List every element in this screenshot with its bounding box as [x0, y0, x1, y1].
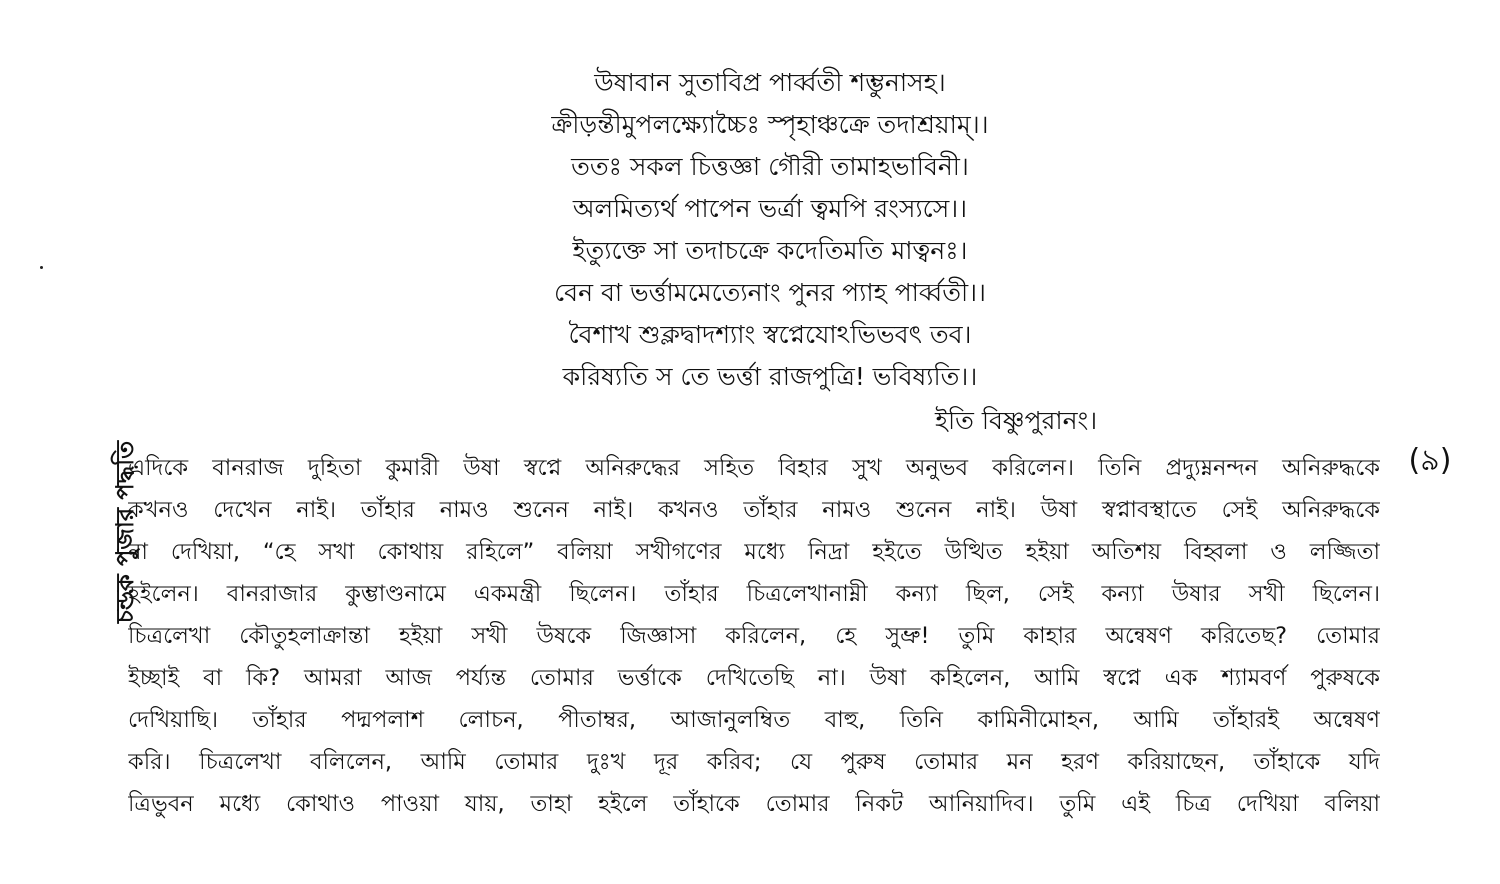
verse-line: উষাবান সুতাবিপ্র পার্ব্বতী শম্ভুনাসহ। — [594, 68, 946, 97]
prose-line: না দেখিয়া, “হে সখা কোথায় রহিলে” বলিয়া সখীগণের মধ্যে নিদ্রা হইতে উত্থিত হইয়া অতিশয় বিহ্বলা ও লজ্জিতা — [128, 539, 1380, 565]
prose-line: এদিকে বানরাজ দুহিতা কুমারী উষা স্বপ্নে অনিরুদ্ধের সহিত বিহার সুখ অনুভব করিলেন। তিনি প্রদ্যুম্ননন্দন অনিরুদ্ধকে — [128, 455, 1380, 481]
verse-line: বৈশাখ শুক্লদ্বাদশ্যাং স্বপ্নেযোঽভিভবৎ তব। — [568, 320, 972, 349]
verse-line: ক্রীড়ন্তীমুপলক্ষ্যোচ্চৈঃ স্পৃহাঞ্চক্রে তদাশ্রয়াম্।। — [551, 110, 989, 139]
verse-line: ততঃ সকল চিত্তজ্ঞা গৌরী তামাহভাবিনী। — [571, 152, 969, 181]
sanskrit-verse — [470, 62, 1070, 398]
prose-line: করি। চিত্রলেখা বলিলেন, আমি তোমার দুঃখ দূর করিব; যে পুরুষ তোমার মন হরণ করিয়াছেন, তাঁহাকে যদি — [128, 749, 1380, 775]
prose-line: ইচ্ছাই বা কি? আমরা আজ পর্য্যন্ত তোমার ভর্ত্তাকে দেখিতেছি না। উষা কহিলেন, আমি স্বপ্নে এক শ্যামবর্ণ পুরুষকে — [128, 665, 1380, 691]
verse-line: বেন বা ভর্ত্তামমেত্যেনাং পুনর প্যাহ পার্ব্বতী।। — [554, 278, 986, 307]
prose-line: দেখিয়াছি। তাঁহার পদ্মপলাশ লোচন, পীতাম্বর, আজানুলম্বিত বাহু, তিনি কামিনীমোহন, আমি তাঁহারই অন্বেষণ — [128, 707, 1380, 733]
verse-line: করিষ্যতি স তে ভর্ত্তা রাজপুত্রি! ভবিষ্যতি।। — [562, 362, 978, 391]
verse-line: অলমিত্যর্থ পাপেন ভর্ত্রা ত্বমপি রংস্যসে।। — [572, 194, 968, 223]
prose-line: ত্রিভুবন মধ্যে কোথাও পাওয়া যায়, তাহা হইলে তাঁহাকে তোমার নিকট আনিয়াদিব। তুমি এই চিত্র দেখিয়া বলিয়া — [128, 791, 1380, 817]
prose-line: চিত্রলেখা কৌতুহলাক্রান্তা হইয়া সখী উষকে জিজ্ঞাসা করিলেন, হে সুভ্রু! তুমি কাহার অন্বেষণ করিতেছ? তোমার — [128, 623, 1380, 649]
verse-source: ইতি বিষ্ণুপুরানং। — [935, 406, 1098, 435]
prose-line: হইলেন। বানরাজার কুম্ভাণ্ডনামে একমন্ত্রী ছিলেন। তাঁহার চিত্রলেখানাম্নী কন্যা ছিল, সেই কন্যা উষার সখী ছিলেন। — [128, 581, 1380, 607]
page-number: (৯) — [1408, 443, 1452, 478]
prose-line: কখনও দেখেন নাই। তাঁহার নামও শুনেন নাই। কখনও তাঁহার নামও শুনেন নাই। উষা স্বপ্নাবস্থাতে সেই অনিরুদ্ধকে — [128, 497, 1380, 523]
verse-line: ইত্যুক্তে সা তদাচক্রে কদেতিমতি মাত্বনঃ। — [572, 236, 968, 265]
scan-speck — [40, 266, 43, 269]
prose-paragraph — [128, 447, 1380, 825]
running-head: চন্ডক পুজার পদ্ধতি — [111, 440, 139, 624]
